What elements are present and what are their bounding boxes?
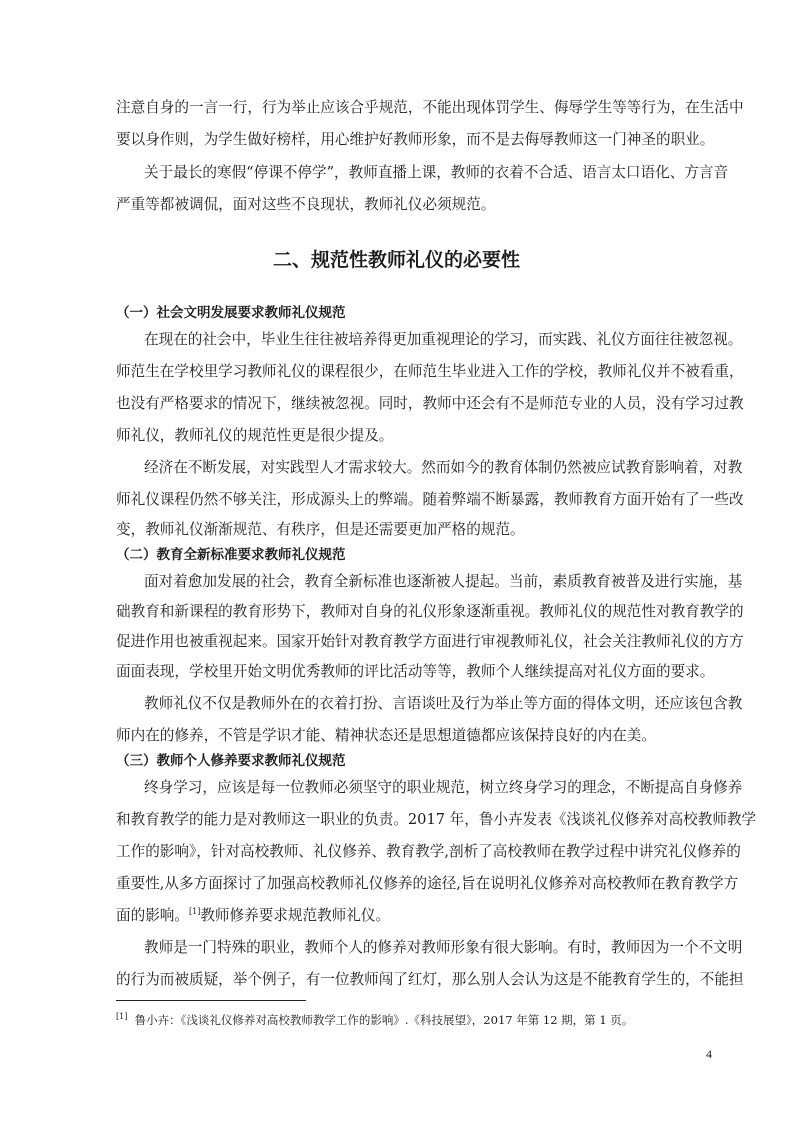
paragraph-line: 严重等都被调侃，面对这些不良现状，教师礼仪必须规范。 [116,196,496,213]
paragraph-line: 教师是一门特殊的职业，教师个人的修养对教师形象有很大影响。有时，教师因为一个不文明 [144,939,743,956]
paragraph-line: 关于最长的寒假“停课不停学”，教师直播上课，教师的衣着不合适、语言太口语化、方言音 [144,164,729,181]
paragraph-line: 师礼仪课程仍然不够关注，形成源头上的弊端。随着弊端不断暴露，教师教育方面开始有了一些改 [116,491,744,508]
footnote-divider [116,1000,306,1001]
paragraph-line: 促进作用也被重视起来。国家开始针对教育教学方面进行审视教师礼仪，社会关注教师礼仪的方方 [116,633,744,650]
paragraph-line: 在现在的社会中，毕业生往往被培养得更加重视理论的学习，而实践、礼仪方面往往被忽视。 [144,331,743,348]
paragraph-line: 面面表现，学校里开始文明优秀教师的评比活动等等，教师个人继续提高对礼仪方面的要求。 [116,663,715,680]
section-title: 二、规范性教师礼仪的必要性 [272,249,520,271]
paragraph-line: 注意自身的一言一行，行为举止应该合乎规范，不能出现体罚学生、侮辱学生等等行为，在生活中 [116,99,744,116]
subsection-heading: （一）社会文明发展要求教师礼仪规范 [116,305,346,321]
paragraph-line: 教师礼仪不仅是教师外在的衣着打扮、言语谈吐及行为举止等方面的得体文明，还应该包含教 [144,695,743,712]
paragraph-line: 础教育和新课程的教育形势下，教师对自身的礼仪形象逐渐重视。教师礼仪的规范性对教育教学的 [116,603,744,620]
page-number: 4 [706,1047,712,1061]
paragraph-line: 和教育教学的能力是对教师这一职业的负责。2017 年，鲁小卉发表《浅谈礼仪修养对高校教师教学 [116,811,757,828]
footnote [116,1012,633,1028]
paragraph-line: 师范生在学校里学习教师礼仪的课程很少，在师范生毕业进入工作的学校，教师礼仪并不被看重， [116,363,744,380]
footnote-reference[interactable]: [1] [188,907,201,916]
paragraph-line: 面对着愈加发展的社会，教育全新标准也逐渐被人提起。当前，素质教育被普及进行实施，基 [144,573,743,590]
paragraph-line: 的行为而被质疑，举个例子，有一位教师闯了红灯，那么别人会认为这是不能教育学生的，不能担 [116,971,744,988]
subsection-heading: （二）教育全新标准要求教师礼仪规范 [116,547,346,563]
paragraph-line: 师内在的修养，不管是学识才能、精神状态还是思想道德都应该保持良好的内在美。 [116,727,656,744]
paragraph-line [116,906,713,926]
subsection-heading: （三）教师个人修养要求教师礼仪规范 [116,753,346,769]
paragraph-line: 要以身作则，为学生做好榜样，用心维护好教师形象，而不是去侮辱教师这一门神圣的职业。 [116,131,715,148]
paragraph-line: 也没有严格要求的情况下，继续被忽视。同时，教师中还会有不是师范专业的人员，没有学习过教 [116,395,744,412]
footnote-marker: [1] [116,1012,128,1021]
paragraph-line: 工作的影响》，针对高校教师、礼仪修养、教育教学,剖析了高校教师在教学过程中讲究礼仪修养的 [116,843,741,860]
paragraph-text: 面的影响。 [116,907,189,924]
paragraph-line: 经济在不断发展，对实践型人才需求较大。然而如今的教育体制仍然被应试教育影响着，对教 [144,459,743,476]
paragraph-line: 重要性,从多方面探讨了加强高校教师礼仪修养的途径,旨在说明礼仪修养对高校教师在教育教学方 [116,875,739,892]
paragraph-line: 终身学习，应该是每一位教师必须坚守的职业规范，树立终身学习的理念，不断提高自身修养 [144,779,743,796]
paragraph-line: 师礼仪，教师礼仪的规范性更是很少提及。 [116,427,394,444]
paragraph-text: 教师修养要求规范教师礼仪。 [200,907,391,924]
paragraph-line: 变，教师礼仪渐渐规范、有秩序，但是还需要更加严格的规范。 [116,521,525,538]
footnote-text: 鲁小卉：《浅谈礼仪修养对高校教师教学工作的影响》.《科技展望》，2017 年第 12 期，第 1 页。 [134,1013,634,1027]
